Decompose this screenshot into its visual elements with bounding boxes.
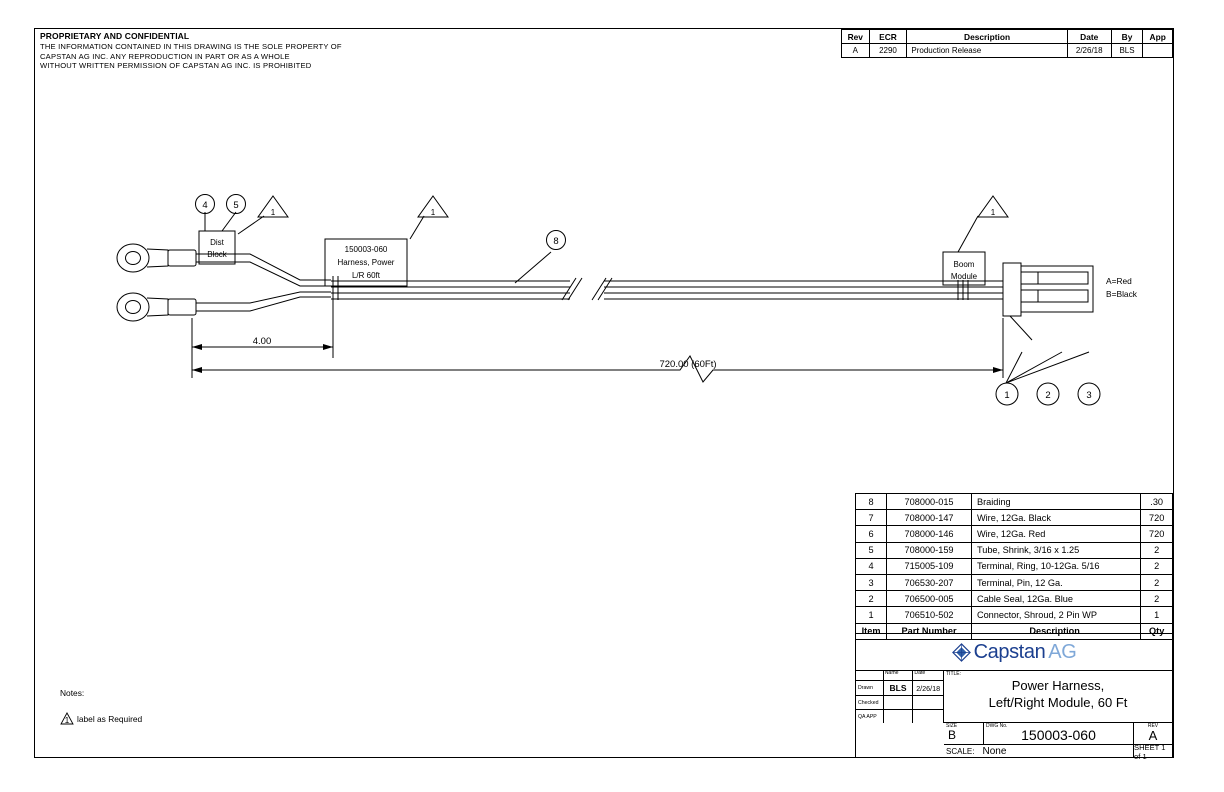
proprietary-line-3: WITHOUT WRITTEN PERMISSION OF CAPSTAN AG INC. IS PROHIBITED (40, 61, 312, 71)
bom-item: 2 (856, 591, 887, 607)
revision-header-ecr: ECR (869, 30, 907, 44)
bom-item: 3 (856, 574, 887, 590)
bom-part-number: 708000-147 (887, 510, 972, 526)
bom-part-number: 708000-159 (887, 542, 972, 558)
balloon-2 (1037, 383, 1059, 405)
bom-item: 4 (856, 558, 887, 574)
proprietary-line-1: THE INFORMATION CONTAINED IN THIS DRAWING IS THE SOLE PROPERTY OF (40, 42, 342, 51)
ring-terminal-lower (117, 293, 196, 321)
balloon-5 (227, 195, 246, 214)
scale-label: SCALE: (946, 747, 975, 756)
boom-module-label-line-2: Module (950, 272, 978, 281)
bom-part-number: 706500-005 (887, 591, 972, 607)
revision-header-rev: Rev (842, 30, 870, 44)
bom-item: 8 (856, 494, 887, 510)
bom-part-number: 715005-109 (887, 558, 972, 574)
approval-date-header: Date (914, 670, 926, 676)
revision-header-by: By (1111, 30, 1143, 44)
title-label: TITLE: (946, 671, 962, 677)
revision-cell-description: Production Release (907, 44, 1067, 58)
revision-cell-ecr: 2290 (869, 44, 907, 58)
size-value: B (948, 728, 957, 742)
flag-1-mid (418, 196, 448, 217)
dist-block-label-line-2: Block (207, 250, 227, 259)
bom-qty: 720 (1141, 510, 1173, 526)
size-label: SIZE (946, 723, 958, 729)
revision-header-date: Date (1067, 30, 1111, 44)
scale-value: None (982, 746, 1007, 757)
bom-part-number: 708000-146 (887, 526, 972, 542)
revision-header-description: Description (907, 30, 1067, 44)
svg-text:1: 1 (1004, 390, 1010, 401)
bom-description: Connector, Shroud, 2 Pin WP (971, 607, 1140, 623)
notes-heading: Notes: (60, 688, 85, 698)
approval-name-header: Name (884, 670, 914, 680)
dimension-4-00 (192, 300, 333, 358)
dist-block-box (199, 231, 235, 264)
bom-part-number: 706530-207 (887, 574, 972, 590)
svg-text:1: 1 (270, 208, 276, 217)
bom-item: 1 (856, 607, 887, 623)
bom-description: Cable Seal, 12Ga. Blue (971, 591, 1140, 607)
note-flag-number: 1 (64, 716, 70, 725)
balloon-8 (547, 231, 566, 250)
bom-qty: 2 (1141, 558, 1173, 574)
bom-qty: 2 (1141, 574, 1173, 590)
bom-description: Braiding (971, 494, 1140, 510)
bom-item: 5 (856, 542, 887, 558)
dimension-720-00 (192, 318, 1003, 382)
dwg-label: DWG No. (986, 723, 1008, 729)
bom-qty: 2 (1141, 591, 1173, 607)
revision-header-app: App (1143, 30, 1173, 44)
drawing-title-line-1: Power Harness, (1011, 678, 1105, 693)
rev-label: REV (1147, 723, 1159, 729)
drawn-label: Drawn (856, 681, 884, 695)
two-pin-connector (1003, 263, 1093, 316)
dimension-label-long: 720.00 (60Ft) (659, 359, 717, 370)
boom-module-label-line-1: Boom (953, 260, 975, 269)
checked-label: Checked (856, 696, 884, 709)
svg-text:3: 3 (1086, 390, 1092, 401)
harness-label-line-2: Harness, Power (337, 258, 395, 267)
dist-block-label-line-1: Dist (210, 238, 224, 247)
bom-header-part-number: Part Number (887, 623, 972, 639)
company-name-primary: Capstan (973, 640, 1046, 663)
bom-description: Terminal, Pin, 12 Ga. (971, 574, 1140, 590)
svg-text:1: 1 (990, 208, 996, 217)
harness-label-line-3: L/R 60ft (351, 271, 381, 280)
drawing-title-line-2: Left/Right Module, 60 Ft (988, 695, 1128, 710)
drawn-name: BLS (884, 681, 914, 695)
harness-label-line-1: 150003-060 (344, 245, 388, 254)
balloon-4 (196, 195, 215, 214)
legend-b-black: B=Black (1106, 289, 1137, 299)
bom-item: 7 (856, 510, 887, 526)
bom-description: Wire, 12Ga. Red (971, 526, 1140, 542)
legend-a-red: A=Red (1106, 276, 1132, 286)
qa-label: QA APP (856, 710, 884, 723)
proprietary-title: PROPRIETARY AND CONFIDENTIAL (40, 31, 190, 41)
bom-item: 6 (856, 526, 887, 542)
svg-text:8: 8 (553, 236, 559, 247)
bom-part-number: 706510-502 (887, 607, 972, 623)
bom-description: Wire, 12Ga. Black (971, 510, 1140, 526)
revision-cell-by: BLS (1111, 44, 1143, 58)
bom-header-item: Item (856, 623, 887, 639)
revision-cell-rev: A (842, 44, 870, 58)
bom-qty: .30 (1141, 494, 1173, 510)
flag-1-left (258, 196, 288, 217)
company-name-secondary: AG (1048, 640, 1077, 663)
rev-value: A (1148, 728, 1158, 743)
balloon-3 (1078, 383, 1100, 405)
bom-description: Tube, Shrink, 3/16 x 1.25 (971, 542, 1140, 558)
revision-cell-date: 2/26/18 (1067, 44, 1111, 58)
dwg-number: 150003-060 (1021, 727, 1096, 743)
drawn-date: 2/26/18 (916, 683, 941, 693)
bom-header-description: Description (971, 623, 1140, 639)
bom-part-number: 708000-015 (887, 494, 972, 510)
note-text-1: label as Required (77, 713, 143, 724)
proprietary-line-2: CAPSTAN AG INC. ANY REPRODUCTION IN PART OR AS A WHOLE (40, 51, 290, 61)
svg-text:2: 2 (1045, 390, 1051, 401)
svg-text:5: 5 (233, 200, 239, 211)
svg-text:1: 1 (430, 208, 436, 217)
flag-1-right (978, 196, 1008, 217)
balloon-1 (996, 383, 1018, 405)
bom-header-qty: Qty (1141, 623, 1173, 639)
ring-terminal-upper (117, 244, 196, 272)
svg-text:4: 4 (202, 200, 208, 211)
sheet-cell: SHEET 1 of 1 (1134, 742, 1166, 761)
bom-qty: 2 (1141, 542, 1173, 558)
bom-qty: 720 (1141, 526, 1173, 542)
bom-description: Terminal, Ring, 10-12Ga. 5/16 (971, 558, 1140, 574)
bom-qty: 1 (1141, 607, 1173, 623)
dimension-label-short: 4.00 (252, 336, 272, 347)
